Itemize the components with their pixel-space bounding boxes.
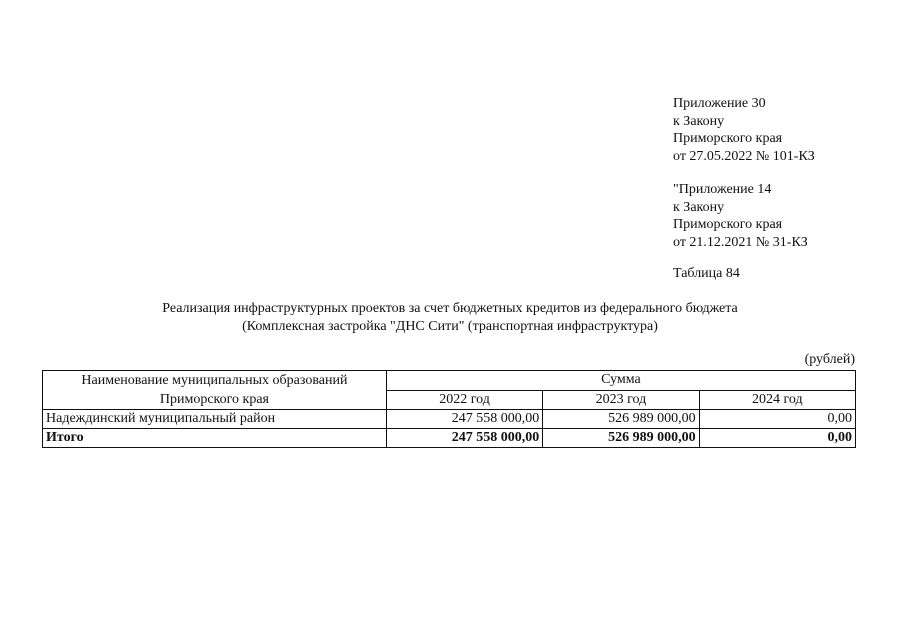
heading-line-1: Реализация инфраструктурных проектов за счет бюджетных кредитов из федерального бюджета — [162, 301, 738, 316]
appendix-law-date: от 21.12.2021 № 31-КЗ — [673, 234, 808, 250]
appendix-region: Приморского края — [673, 217, 783, 232]
budget-table — [42, 370, 856, 448]
table-row — [43, 410, 856, 429]
total-value-2023: 526 989 000,00 — [543, 429, 699, 448]
header-year-2022: 2022 год — [386, 390, 542, 410]
appendix-reference-original — [673, 181, 808, 251]
table-number: Таблица 84 — [673, 266, 740, 281]
header-sum: Сумма — [386, 371, 855, 391]
appendix-reference-current — [673, 95, 815, 165]
header-year-2024: 2024 год — [699, 390, 855, 410]
total-value-2024: 0,00 — [699, 429, 855, 448]
header-municipality-line-1: Наименование муниципальных образований — [81, 373, 348, 388]
header-municipality-line-2: Приморского края — [159, 392, 269, 407]
appendix-law-label: к Закону — [673, 199, 725, 215]
appendix-law-label: к Закону — [673, 113, 725, 129]
row-municipality-name: Надеждинский муниципальный район — [43, 410, 387, 429]
header-municipality — [43, 371, 387, 410]
appendix-number: "Приложение 14 — [673, 182, 772, 197]
row-value-2024: 0,00 — [699, 410, 855, 429]
heading-line-2: (Комплексная застройка "ДНС Сити" (транспортная инфраструктура) — [242, 318, 658, 334]
total-row — [43, 429, 856, 448]
total-value-2022: 247 558 000,00 — [386, 429, 542, 448]
total-label: Итого — [43, 429, 387, 448]
appendix-law-date: от 27.05.2022 № 101-КЗ — [673, 148, 815, 164]
appendix-number: Приложение 30 — [673, 96, 766, 111]
document-heading — [40, 300, 860, 335]
row-value-2022: 247 558 000,00 — [386, 410, 542, 429]
units-label: (рублей) — [804, 352, 855, 367]
header-year-2023: 2023 год — [543, 390, 699, 410]
appendix-region: Приморского края — [673, 131, 783, 146]
row-value-2023: 526 989 000,00 — [543, 410, 699, 429]
